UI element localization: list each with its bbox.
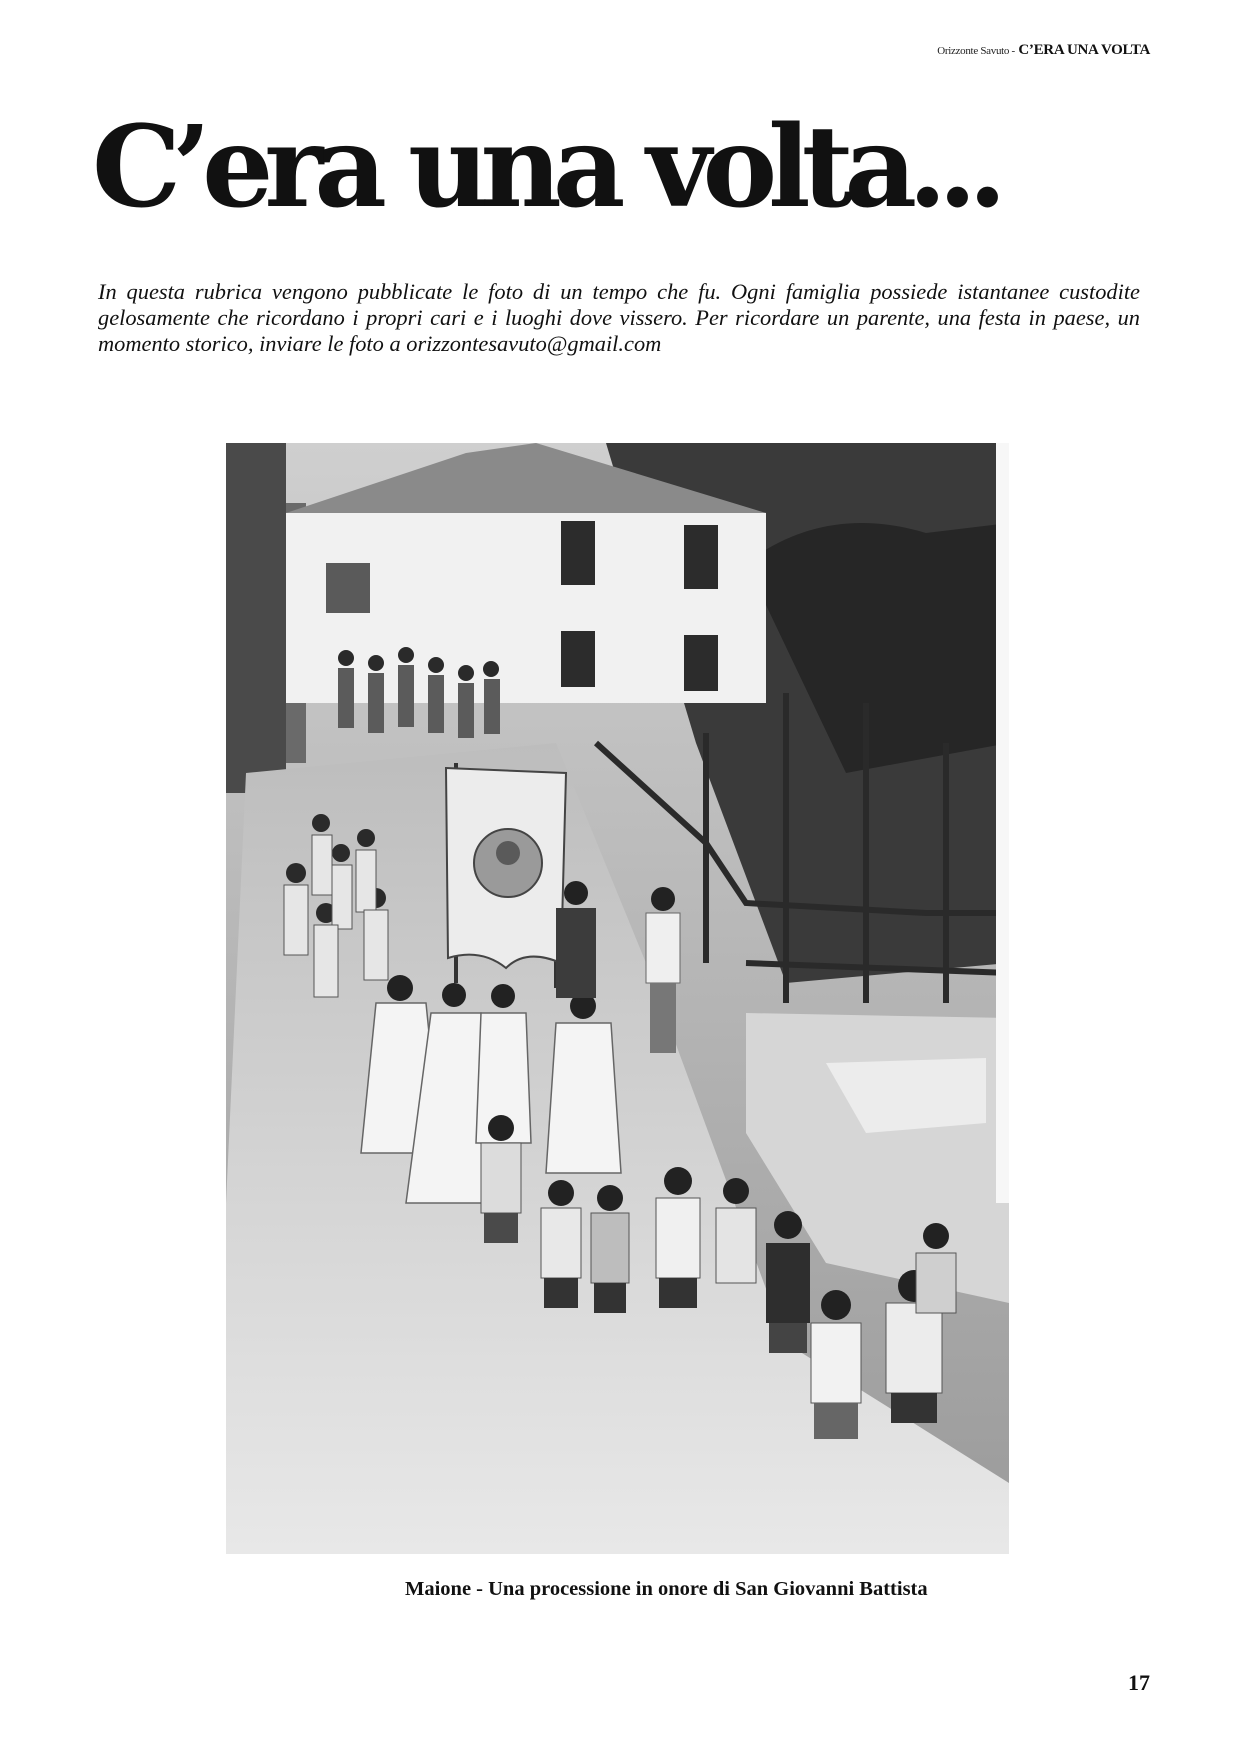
page-title: C’era una volta...	[92, 102, 998, 233]
page-number: 17	[1128, 1670, 1150, 1695]
running-header	[937, 42, 1150, 59]
section-name: C’ERA UNA VOLTA	[1018, 42, 1150, 58]
publication-name: Orizzonte Savuto -	[937, 45, 1015, 57]
intro-paragraph: In questa rubrica vengono pubblicate le foto di un tempo che fu. Ogni famiglia possiede istantanee custodite gelosamente che ricordano i propri cari e i luoghi dove vissero. Per ricordare un parente, una festa in paese, un momento storico, inviare le foto a orizzontesavuto@gmail.com	[98, 279, 1140, 356]
historical-photo	[226, 443, 1009, 1554]
photo-caption: Maione - Una processione in onore di San Giovanni Battista	[405, 1578, 928, 1600]
procession-photo-illustration	[226, 443, 1009, 1554]
